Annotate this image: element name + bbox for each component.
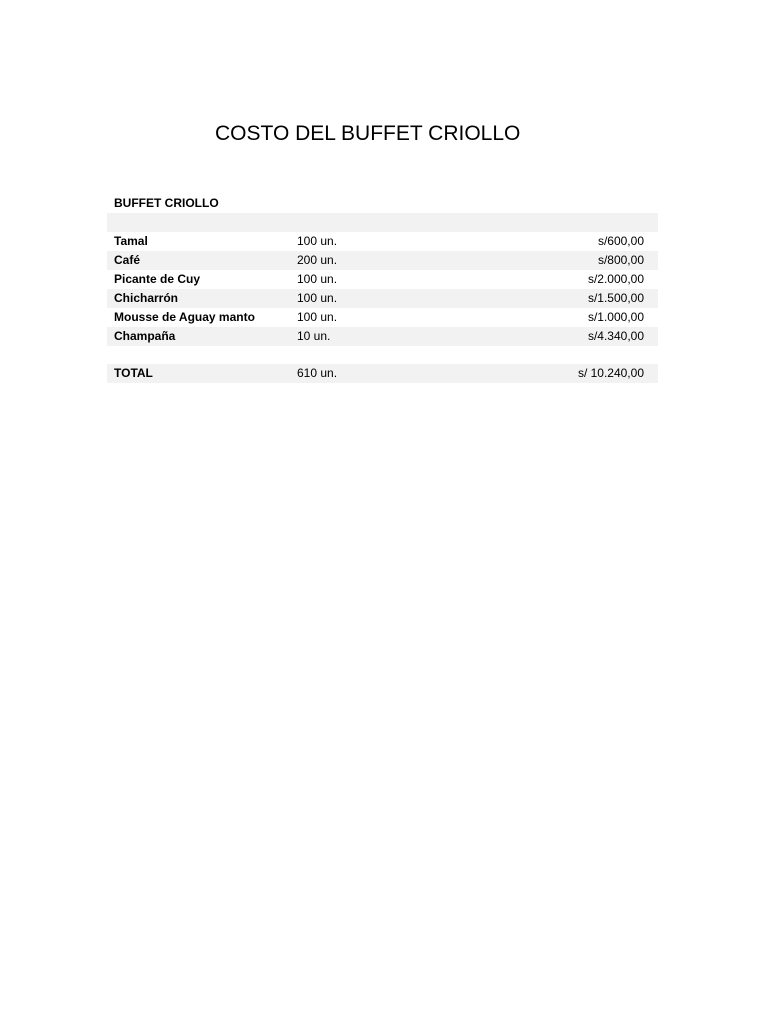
item-name: Champaña: [114, 329, 176, 343]
page-title: COSTO DEL BUFFET CRIOLLO: [215, 122, 521, 145]
item-name: Café: [114, 253, 141, 267]
item-qty: 100 un.: [297, 234, 338, 248]
total-cost: s/ 10.240,00: [577, 366, 644, 380]
item-name: Chicharrón: [114, 291, 179, 305]
table-row: [107, 327, 658, 346]
table-row: [107, 251, 658, 270]
item-qty: 10 un.: [297, 329, 331, 343]
total-qty: 610 un.: [297, 366, 338, 380]
item-qty: 100 un.: [297, 310, 338, 324]
item-qty: 100 un.: [297, 291, 338, 305]
item-cost: s/800,00: [597, 253, 644, 267]
item-name: Picante de Cuy: [114, 272, 201, 286]
section-header-row: [107, 194, 658, 213]
table-row: [107, 270, 658, 289]
section-label: BUFFET CRIOLLO: [114, 196, 219, 210]
item-cost: s/4.340,00: [587, 329, 644, 343]
table-row: [107, 308, 658, 327]
empty-row: [107, 213, 658, 232]
item-cost: s/2.000,00: [587, 272, 644, 286]
cost-table: [107, 194, 658, 383]
item-cost: s/1.500,00: [587, 291, 644, 305]
item-qty: 200 un.: [297, 253, 338, 267]
item-name: Mousse de Aguay manto: [114, 310, 255, 324]
item-cost: s/600,00: [597, 234, 644, 248]
total-row: [107, 364, 658, 383]
item-cost: s/1.000,00: [587, 310, 644, 324]
item-qty: 100 un.: [297, 272, 338, 286]
table-row: [107, 232, 658, 251]
total-label: TOTAL: [114, 366, 153, 380]
table-row: [107, 289, 658, 308]
empty-row: [107, 346, 658, 364]
item-name: Tamal: [114, 234, 148, 248]
